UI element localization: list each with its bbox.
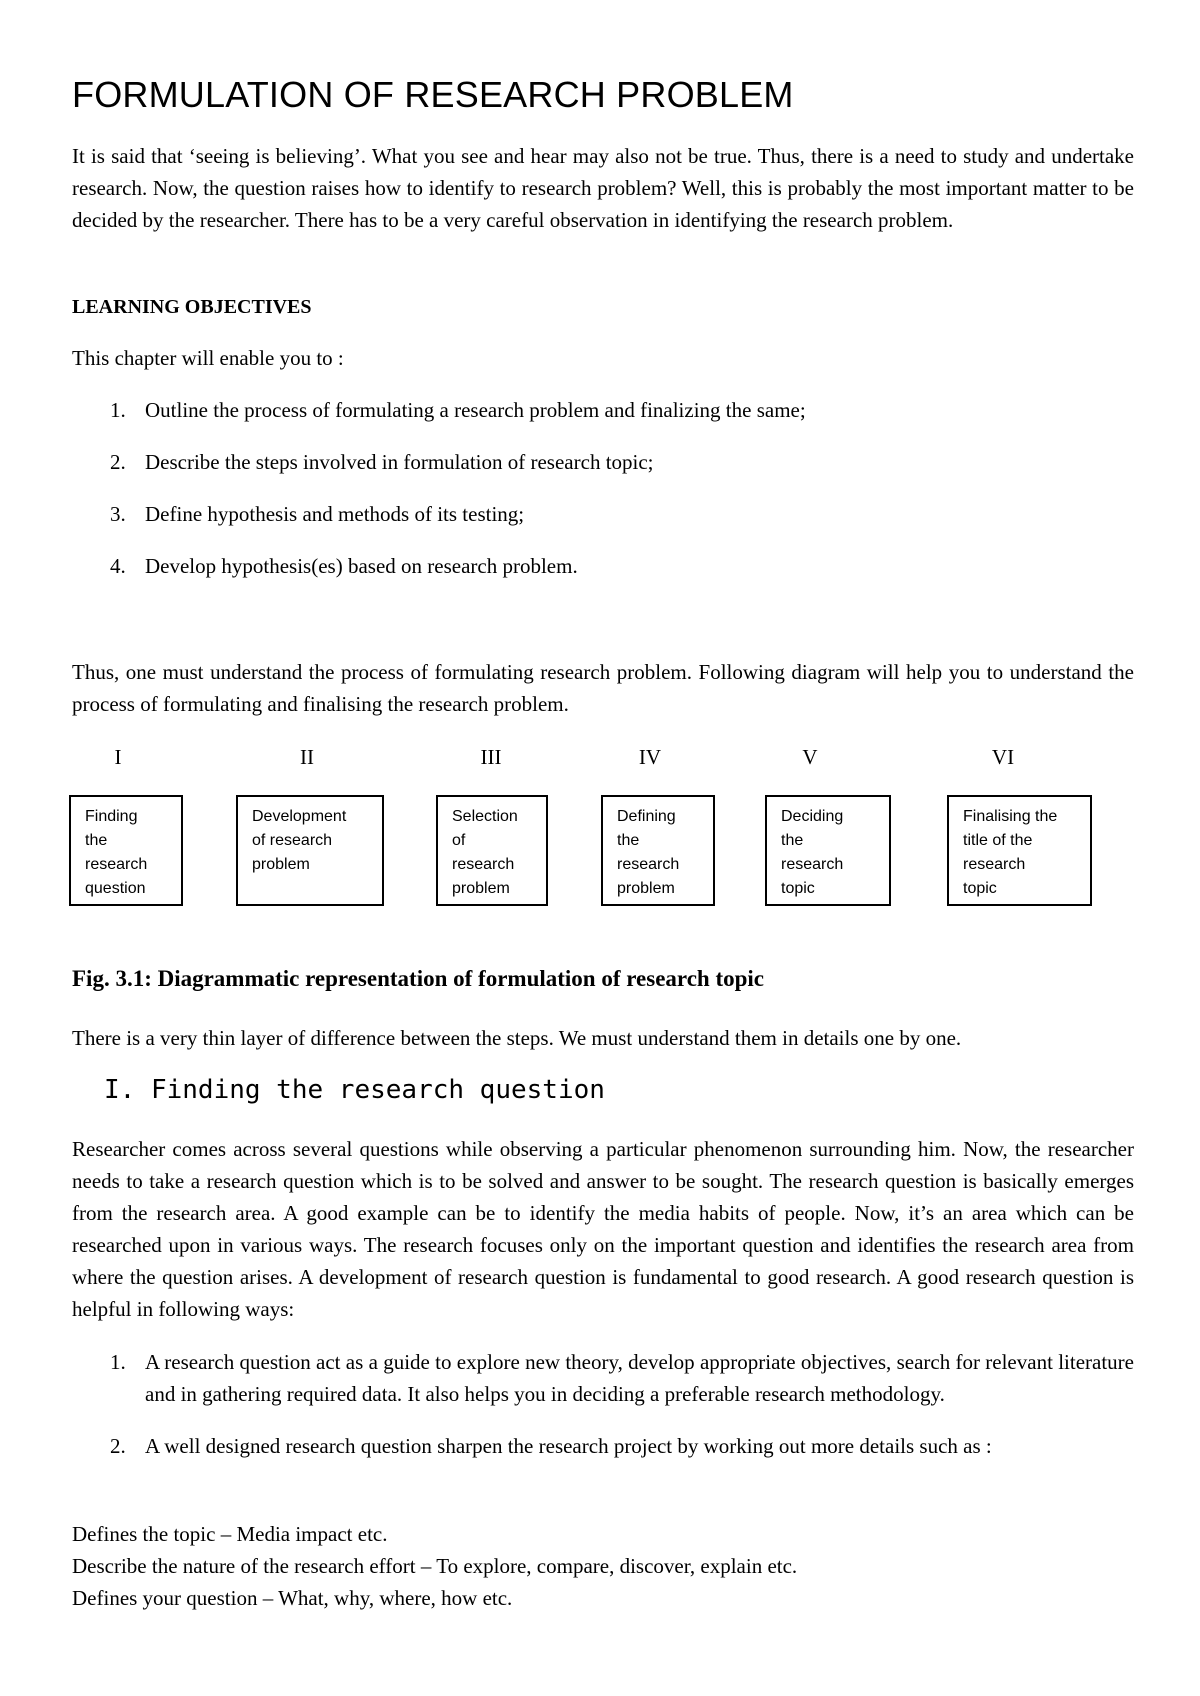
step-box-line: the [617, 832, 640, 849]
list-item-text: Develop hypothesis(es) based on research problem. [145, 554, 578, 578]
step-box-6 [947, 795, 1092, 906]
list-item-number: 1. [110, 398, 126, 422]
list-item-number: 4. [110, 554, 126, 578]
defines-line-2: Describe the nature of the research effort – To explore, compare, discover, explain etc. [72, 1554, 798, 1578]
difference-paragraph: There is a very thin layer of difference between the steps. We must understand them in details one by one. [72, 1026, 962, 1050]
defines-line-1: Defines the topic – Media impact etc. [72, 1522, 388, 1546]
step-box-line: the [85, 832, 108, 849]
step-box-line: title of the [963, 832, 1033, 849]
list-item [72, 446, 1134, 478]
step-box-line: question [85, 880, 146, 897]
step-box-line: Selection [452, 808, 518, 825]
list-item-text: Describe the steps involved in formulation of research topic; [145, 450, 654, 474]
intro-paragraph: It is said that ‘seeing is believing’. What you see and hear may also not be true. Thus, there is a need to study and undertake research. Now, the question raises how to identify to research problem? Well, this is probably the most important matter to be decided by the researcher. There has to be a very careful observation in identifying the research problem. [72, 144, 1134, 232]
step-box-line: problem [452, 880, 510, 897]
list-item-number: 3. [110, 502, 126, 526]
list-item-text: A well designed research question sharpen the research project by working out more details such as : [145, 1434, 992, 1458]
ways-list [72, 1346, 1134, 1462]
step-box-line: Finding [85, 808, 138, 825]
step-box-4 [601, 795, 715, 906]
step-box-line: Finalising the [963, 808, 1058, 825]
step-box-line: research [963, 856, 1026, 873]
step-box-line: topic [781, 880, 815, 897]
step-numeral-5: V [802, 745, 818, 769]
list-item-number: 1. [110, 1350, 126, 1374]
defines-line-3: Defines your question – What, why, where, how etc. [72, 1586, 513, 1610]
step-box-line: topic [963, 880, 997, 897]
figure-caption: Fig. 3.1: Diagrammatic representation of formulation of research topic [72, 966, 764, 991]
section-heading: I. Finding the research question [104, 1075, 605, 1105]
step-numeral-1: I [114, 745, 122, 769]
list-item-number: 2. [110, 1434, 126, 1458]
list-item [72, 394, 1134, 426]
list-item [72, 1430, 1134, 1462]
list-item-text: Outline the process of formulating a research problem and finalizing the same; [145, 398, 806, 422]
list-item [72, 498, 1134, 530]
step-box-line: research [781, 856, 844, 873]
step-box-line: of research [252, 832, 333, 849]
step-box-line: Deciding [781, 808, 844, 825]
list-item [72, 550, 1134, 582]
step-box-line: problem [252, 856, 310, 873]
objectives-list [72, 394, 1134, 582]
step-box-line: the [781, 832, 804, 849]
objectives-heading: LEARNING OBJECTIVES [72, 296, 312, 318]
list-item-text: Define hypothesis and methods of its testing; [145, 502, 525, 526]
step-box-line: of [452, 832, 466, 849]
step-box-line: research [85, 856, 148, 873]
step-box-3 [436, 795, 548, 906]
objectives-lead: This chapter will enable you to : [72, 346, 344, 370]
step-numeral-3: III [480, 745, 502, 769]
step-box-line: Defining [617, 808, 676, 825]
step-box-line: research [617, 856, 680, 873]
page-title: FORMULATION OF RESEARCH PROBLEM [72, 74, 794, 115]
step-box-1 [69, 795, 183, 906]
step-box-2 [236, 795, 384, 906]
list-item-number: 2. [110, 450, 126, 474]
section-paragraph: Researcher comes across several questions while observing a particular phenomenon surrounding him. Now, the researcher needs to take a research question which is to be solved and answer to be sought. The research question is basically emerges from the research area. A good example can be to identify the media habits of people. Now, it’s an area which can be researched upon in various ways. The research focuses only on the important question and identifies the research area from where the question arises. A development of research question is fundamental to good research. A good research question is helpful in following ways: [72, 1137, 1134, 1321]
step-box-line: problem [617, 880, 675, 897]
list-item-text: A research question act as a guide to explore new theory, develop appropriate objectives, search for relevant literature and in gathering required data. It also helps you in deciding a preferable research methodology. [145, 1350, 1134, 1406]
step-box-5 [765, 795, 891, 906]
diagram-intro-paragraph: Thus, one must understand the process of formulating research problem. Following diagram will help you to understand the process of formulating and finalising the research problem. [72, 660, 1134, 716]
step-box-line: research [452, 856, 515, 873]
step-numeral-6: VI [991, 745, 1015, 769]
step-numeral-4: IV [638, 745, 662, 769]
step-box-line: Development [252, 808, 347, 825]
step-numeral-2: II [300, 745, 314, 769]
list-item [72, 1346, 1134, 1410]
